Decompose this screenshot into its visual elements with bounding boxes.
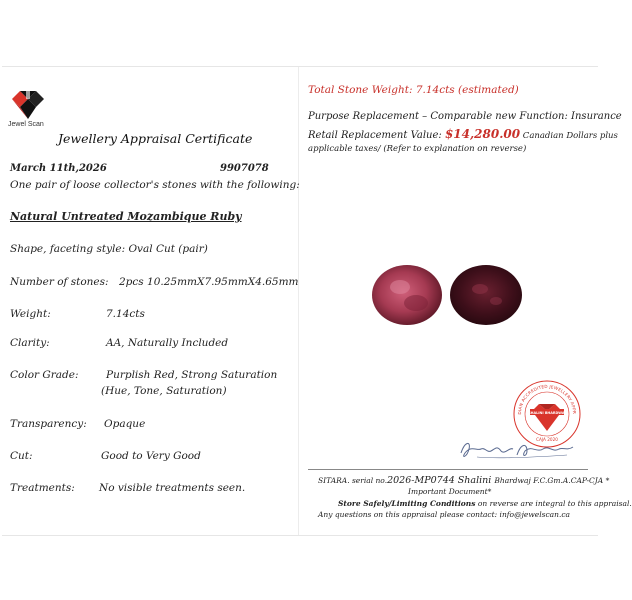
- cut-value: Good to Very Good: [101, 450, 201, 462]
- footer-name: Shalini: [454, 475, 495, 486]
- treatments-value: No visible treatments seen.: [99, 482, 246, 494]
- footer-sitara: SITARA: [318, 476, 348, 485]
- footer-serial-number: 2026-MP0744: [387, 475, 455, 486]
- intro-text: One pair of loose collector's stones with the following:: [10, 179, 300, 191]
- shape-line: Shape, faceting style: Oval Cut (pair): [10, 243, 208, 255]
- signature-line: [308, 469, 588, 470]
- certificate-title: Jewellery Appraisal Certificate: [58, 131, 253, 146]
- signature: [457, 435, 577, 465]
- date: March 11th,2026: [10, 163, 107, 174]
- clarity-value: AA, Naturally Included: [106, 337, 229, 349]
- purpose-line: Purpose Replacement – Comparable new Function: Insurance: [308, 111, 622, 122]
- retail-prefix: Retail Replacement Value:: [308, 130, 445, 141]
- seal-code: CAJA 2020: [536, 437, 558, 442]
- weight-label: Weight:: [10, 308, 51, 320]
- stone-name: Natural Untreated Mozambique Ruby: [10, 210, 242, 223]
- certificate-number: 9907078: [220, 163, 269, 174]
- footer-conditions: on reverse are integral to this appraisal.: [475, 499, 632, 508]
- clarity-label: Clarity:: [10, 337, 50, 349]
- transparency-value: Opaque: [104, 418, 146, 430]
- footer-asterisk: *: [603, 476, 610, 485]
- total-stone-weight: Total Stone Weight: 7.14cts (estimated): [308, 84, 519, 96]
- color-value-2: (Hue, Tone, Saturation): [101, 385, 227, 397]
- ruby-stone-right: [448, 263, 524, 327]
- footer-store-safely: Store Safely/Limiting Conditions: [338, 499, 476, 508]
- transparency-label: Transparency:: [10, 418, 87, 430]
- footer-line-2: Important Document*: [408, 487, 492, 496]
- treatments-label: Treatments:: [10, 482, 75, 494]
- weight-value: 7.14cts: [106, 308, 145, 320]
- footer-line-4: Any questions on this appraisal please contact: info@jewelscan.ca: [318, 510, 571, 519]
- taxes-line: applicable taxes/ (Refer to explanation on reverse): [308, 144, 527, 154]
- ruby-stone-left: [370, 263, 444, 327]
- color-value-1: Purplish Red, Strong Saturation: [106, 369, 278, 381]
- footer-credentials: Bhardwaj F.C.Gm.A.CAP-CJA: [494, 476, 604, 485]
- cut-label: Cut:: [10, 450, 33, 462]
- seal-ring-text: DIAN ACCREDITED JEWELLERY APPR: [516, 383, 578, 415]
- footer-serial-label: . serial no.: [347, 476, 388, 485]
- number-value: 2pcs 10.25mmX7.95mmX4.65mm: [119, 276, 299, 288]
- retail-value: $14,280.00: [444, 127, 521, 141]
- appraisal-certificate: [2, 66, 632, 536]
- retail-line: [308, 127, 618, 141]
- footer-line-1: [318, 475, 609, 486]
- footer-line-3: [338, 499, 632, 508]
- logo-name: Jewel Scan: [8, 121, 44, 128]
- retail-suffix: Canadian Dollars plus: [520, 131, 618, 141]
- color-label: Color Grade:: [10, 369, 79, 381]
- number-label: Number of stones:: [10, 276, 109, 288]
- seal-name: SHALINI BHARDWAJ: [528, 410, 566, 415]
- center-fold: [298, 67, 299, 535]
